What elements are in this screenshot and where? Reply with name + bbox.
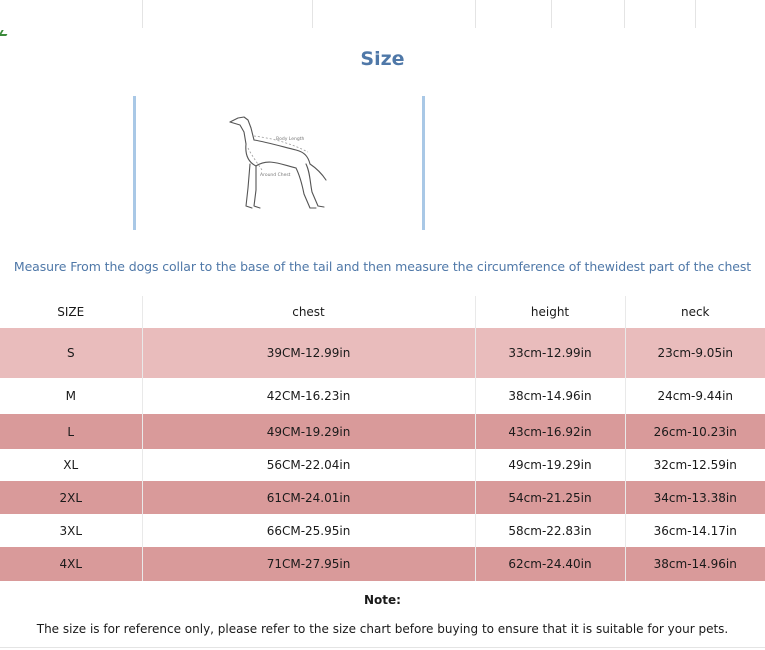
table-row xyxy=(0,449,765,481)
table-row xyxy=(0,328,765,378)
size-cell: S xyxy=(66,346,75,360)
table-header-row xyxy=(0,296,765,328)
note-title: Note: xyxy=(364,593,401,607)
chest-cell: 42CM-16.23in xyxy=(142,378,475,414)
image-frame-right xyxy=(422,96,425,230)
top-divider xyxy=(475,0,476,28)
corner-mark-icon xyxy=(0,30,10,36)
body-length-label: Body Length xyxy=(276,137,305,142)
table-row xyxy=(0,547,765,581)
table-row xyxy=(0,414,765,449)
height-cell: 33cm-12.99in xyxy=(475,328,625,378)
neck-cell: 34cm-13.38in xyxy=(625,481,765,514)
chest-cell: 56CM-22.04in xyxy=(142,449,475,481)
height-cell: 38cm-14.96in xyxy=(475,378,625,414)
measure-instruction: Measure From the dogs collar to the base of the tail and then measure the circumference of thewidest part of the chest xyxy=(13,259,752,274)
height-cell: 43cm-16.92in xyxy=(475,414,625,449)
chest-cell: 49CM-19.29in xyxy=(142,414,475,449)
around-chest-label: Around Chest xyxy=(260,173,291,178)
image-frame-left xyxy=(133,96,136,230)
neck-cell: 38cm-14.96in xyxy=(625,547,765,581)
top-divider xyxy=(624,0,625,28)
size-cell: 4XL xyxy=(59,557,83,571)
chest-cell: 61CM-24.01in xyxy=(142,481,475,514)
height-cell: 54cm-21.25in xyxy=(475,481,625,514)
chest-cell: 66CM-25.95in xyxy=(142,514,475,547)
neck-cell: 26cm-10.23in xyxy=(625,414,765,449)
size-cell: 3XL xyxy=(59,523,83,538)
top-divider xyxy=(312,0,313,28)
size-cell: M xyxy=(65,389,76,403)
size-cell: L xyxy=(67,424,75,439)
header-neck: neck xyxy=(625,296,765,328)
neck-cell: 36cm-14.17in xyxy=(625,514,765,547)
top-divider xyxy=(551,0,552,28)
bottom-divider xyxy=(0,647,765,648)
header-chest: chest xyxy=(142,296,475,328)
neck-cell: 23cm-9.05in xyxy=(625,328,765,378)
header-size: SIZE xyxy=(57,305,85,319)
table-row xyxy=(0,514,765,547)
neck-cell: 24cm-9.44in xyxy=(625,378,765,414)
greyhound-icon xyxy=(230,117,326,208)
height-cell: 58cm-22.83in xyxy=(475,514,625,547)
size-cell: 2XL xyxy=(59,490,83,505)
page-title: Size xyxy=(360,48,405,70)
size-table xyxy=(0,296,765,581)
top-divider xyxy=(142,0,143,28)
chest-cell: 39CM-12.99in xyxy=(142,328,475,378)
height-cell: 49cm-19.29in xyxy=(475,449,625,481)
neck-cell: 32cm-12.59in xyxy=(625,449,765,481)
note-text: The size is for reference only, please refer to the size chart before buying to ensure that it is suitable for your pets. xyxy=(36,622,729,636)
size-cell: XL xyxy=(63,458,79,472)
chest-cell: 71CM-27.95in xyxy=(142,547,475,581)
table-row xyxy=(0,481,765,514)
header-height: height xyxy=(475,296,625,328)
dog-measurement-diagram xyxy=(218,108,338,218)
top-strip xyxy=(0,0,765,28)
height-cell: 62cm-24.40in xyxy=(475,547,625,581)
top-divider xyxy=(695,0,696,28)
table-row xyxy=(0,378,765,414)
